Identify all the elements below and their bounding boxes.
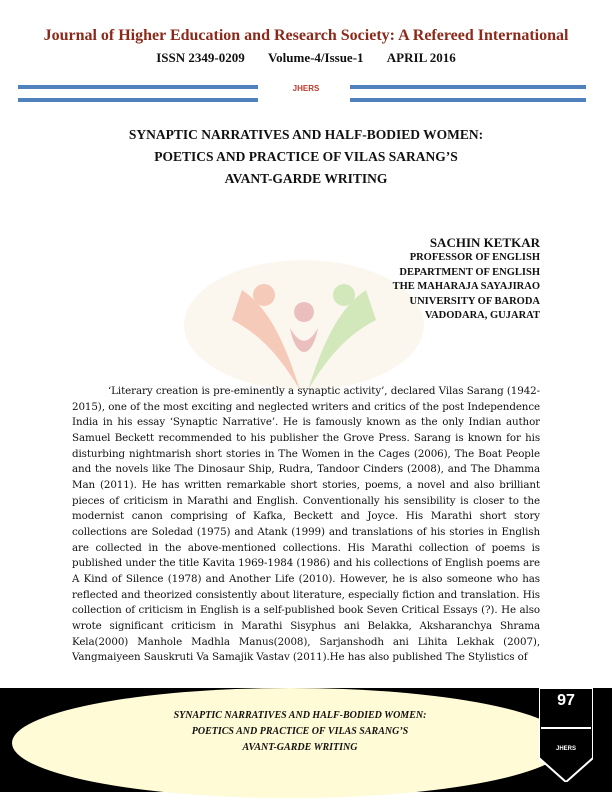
footer-title-line: POETICS AND PRACTICE OF VILAS SARANG’S <box>191 726 409 737</box>
volume-issue: Volume-4/Issue-1 <box>267 50 364 65</box>
title-line: SYNAPTIC NARRATIVES AND HALF-BODIED WOMEN: <box>128 127 484 142</box>
author-name: SACHIN KETKAR <box>429 235 540 250</box>
footer-title-line: SYNAPTIC NARRATIVES AND HALF-BODIED WOMEN: <box>173 710 427 721</box>
author-affiliation-line: UNIVERSITY OF BARODA <box>409 295 540 307</box>
footer-title-line: AVANT-GARDE WRITING <box>242 742 358 753</box>
journal-title: Journal of Higher Education and Research Society: A Refereed International <box>43 27 569 44</box>
author-block <box>393 235 540 324</box>
title-line: AVANT-GARDE WRITING <box>224 171 388 186</box>
header-band-label: JHERS <box>292 84 320 93</box>
footer-badge-label: JHERS <box>555 746 576 752</box>
issue-date: APRIL 2016 <box>386 50 456 65</box>
author-affiliation-line: THE MAHARAJA SAYAJIRAO <box>392 281 540 292</box>
page-number: 97 <box>557 692 575 709</box>
author-affiliation-line: DEPARTMENT OF ENGLISH <box>399 266 540 278</box>
author-affiliation-line: PROFESSOR OF ENGLISH <box>409 252 540 263</box>
issn-number: ISSN 2349-0209 <box>156 50 245 65</box>
article-title <box>60 124 552 190</box>
body-paragraph: ‘Literary creation is pre-eminently a synaptic activity’, declared Vilas Sarang (1942-2015), one of the most exciting and neglected writers and critics of the post Independence India in his essay ‘Synaptic Narrative’. He is famously known as the only Indian author Samuel Beckett recommended to his publisher the Grove Press. Sarang is known for his disturbing nightmarish short stories in The Women in the Cages (2006), The Boat People and the novels like The Dinosaur Ship, Rudra, Tandoor Cinders (2008), and The Dhamma Man (2011). He has written remarkable short stories, poems, a novel and also brilliant pieces of criticism in Marathi and English. Conventionally his sensibility is closer to the modernist canon comprising of Kafka, Beckett and Joyce. His Marathi short story collections are Soledad (1975) and Atank (1999) and translations of his stories in English are collected in the above-mentioned collections. His Marathi collection of poems is published under the title Kavita 1969-1984 (1986) and his collections of English poems are A Kind of Silence (1978) and Another Life (2010). However, he is also someone who has reflected and theorized consistently about literature, especially fiction and translation. His collection of criticism in English is a self-published book Seven Critical Essays (?). He also wrote significant criticism in Marathi Sisyphus ani Belakka, Aksharanchya Shrama Kela(2000) Manhole Madhla Manus(2008), Sarjanshodh ani Lihita Lekhak (2007), Vangmaiyeen Sauskruti Va Samajik Vastav (2011).He has also published The Stylistics of <box>72 385 540 664</box>
article-body <box>72 384 540 680</box>
footer-running-title <box>90 708 510 756</box>
issue-info <box>0 50 612 66</box>
author-affiliation-line: VADODARA, GUJARAT <box>424 310 540 321</box>
title-line: POETICS AND PRACTICE OF VILAS SARANG’S <box>154 149 458 164</box>
